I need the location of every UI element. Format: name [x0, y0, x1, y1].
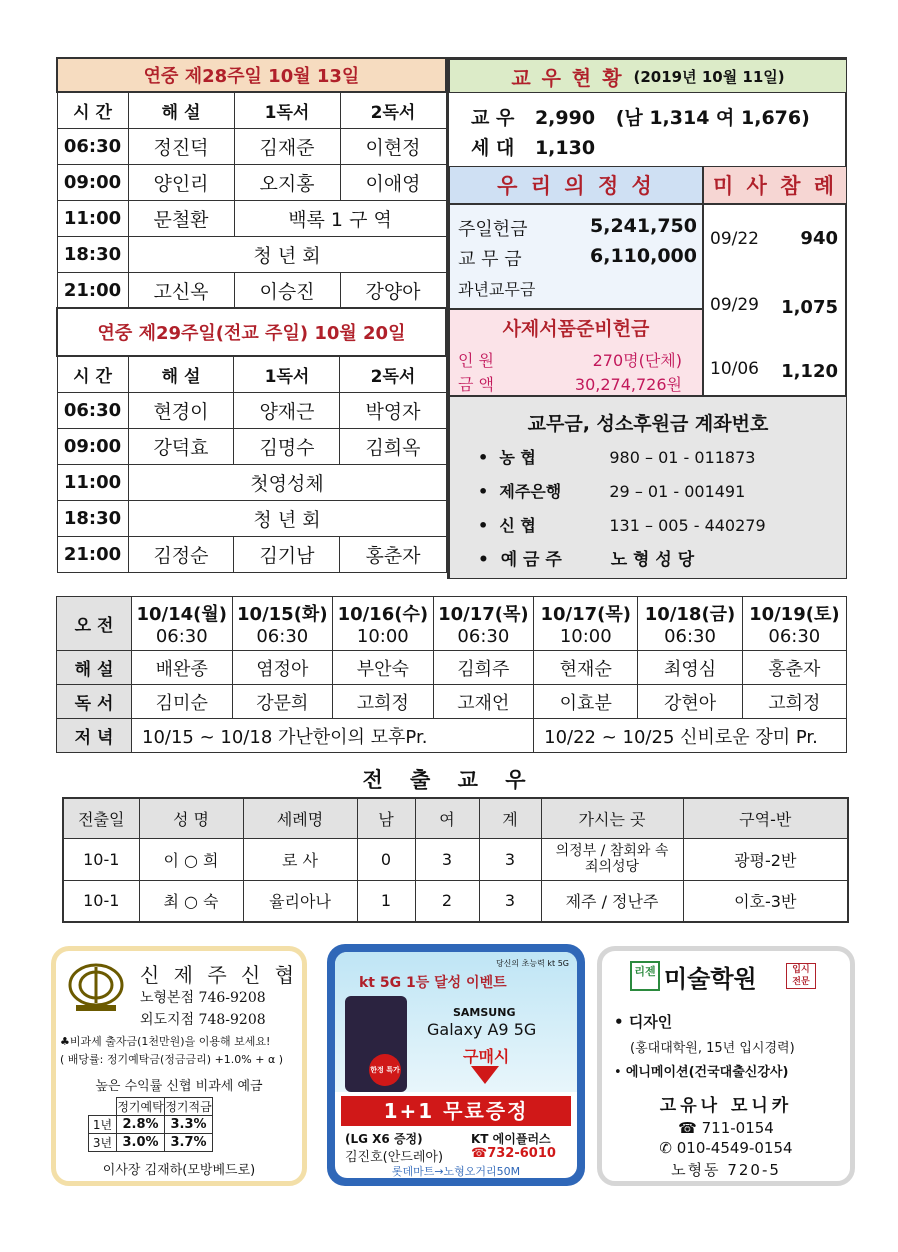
table-row: 06:30 정진덕 김재준 이현정: [57, 128, 446, 164]
parish-title: 교 우 현 황: [511, 65, 624, 90]
mass-header: 미 사 참 례: [703, 166, 847, 204]
ceo-line: 이사장 김재하(모방베드로): [102, 1163, 256, 1178]
table-row: 11:00 첫영성체: [57, 464, 446, 500]
account-row: • 신 협 131 – 005 - 440279: [478, 516, 766, 535]
parish-date: (2019년 10월 11일): [633, 67, 785, 86]
account-row: • 농 협 980 – 01 - 011873: [478, 448, 756, 467]
table-row: 10-1 최 ○ 숙 율리아나 1 2 3 제주 / 정난주 이호-3반: [63, 880, 848, 922]
table-row: 21:00 고신옥 이승진 강양아: [57, 272, 446, 308]
ad-kt: 당신의 초능력 kt 5G kt 5G 1등 달성 이벤트 SAMSUNG Galaxy A9 5G 구매시 한정 특가 1+1 무료증정 (LG X6 증정) KT 에이플러스 김진호(안드레아) ☎732-6010 롯데마트→노형오거리50M: [327, 944, 585, 1186]
offering-header: 우 리 의 정 성: [449, 166, 703, 204]
mass-body: 09/22 940 09/29 1,075 10/06 1,120: [703, 204, 847, 396]
account-row: • 제주은행 29 – 01 - 001491: [478, 482, 746, 501]
leaving-table: 전출일 성 명 세례명 남 여 계 가시는 곳 구역-반 10-1 이 ○ 희 로 사 0 3 3 의정부 / 참회와 속죄의성당 광평-2반 10-1 최 ○ 숙 율리아나 1 2 3 제주 / 정난주 이호-3반: [62, 797, 849, 923]
table-row: 09:00 강덕효 김명수 김희옥: [57, 428, 446, 464]
members-line: 교 우 2,990 (남 1,314 여 1,676): [471, 107, 810, 129]
parish-header: [449, 59, 847, 93]
kt-headline: kt 5G 1등 달성 이벤트: [359, 975, 507, 991]
rate-table: 정기예탁 정기적금 1년 2.8% 3.3% 3년 3.0% 3.7%: [88, 1097, 213, 1152]
academy-name: 미술학원: [664, 965, 757, 993]
hdr-reading2: 2독서: [340, 92, 446, 128]
hdr-reading2: 2독서: [340, 356, 446, 392]
commentary-label: 해 설: [57, 651, 132, 685]
evening-label: 저 녁: [57, 719, 132, 753]
table-row: 10-1 이 ○ 희 로 사 0 3 3 의정부 / 참회와 속죄의성당 광평-2반: [63, 838, 848, 880]
academy-logo: 리젠: [630, 961, 660, 991]
hdr-time: 시 간: [57, 92, 128, 128]
accounts-box: [449, 396, 847, 579]
am-label: 오 전: [57, 597, 132, 651]
hdr-reading1: 1독서: [234, 356, 340, 392]
promo-banner: 1+1 무료증정: [341, 1096, 571, 1126]
accounts-title: 교무금, 성소후원금 계좌번호: [527, 413, 769, 435]
ad-art-academy: 리젠 미술학원 입시 전문 • 디자인 (홍대대학원, 15년 입시경력) • 에니메이션(건국대출신강사) 고유나 모니카 ☎ 711-0154 ✆ 010-4549-0154 노형동 720-5: [597, 946, 855, 1186]
credit-union-logo: [68, 963, 124, 1015]
table-row: 06:30 현경이 양재근 박영자: [57, 392, 446, 428]
table-row: 11:00 문철환 백록 1 구 역: [57, 200, 446, 236]
special-badge: 한정 특가: [369, 1054, 401, 1086]
table-row: 09:00 양인리 오지홍 이애영: [57, 164, 446, 200]
right-panel: [447, 57, 847, 579]
leaving-title: 전 출 교 우: [362, 768, 536, 792]
weekday-table: 오 전 10/14(월) 06:30 10/15(화) 06:30 10/16(수) 10:00 10/17(목) 06:30 10/17(목) 10:00 10/18(금) 06:30 10/19(토) 06:30 해 설 배완종 염정아 부안숙 김희주 현재순 최영심 홍춘자 독 서 김미순 강문희 고희정 고재언 이효분 강현아 고희정 저 녁 10/15 ~ 10/18 가난한이의 모후Pr. 10/22 ~ 10/25 신비로운 장미 Pr.: [56, 596, 847, 753]
sunday28-table: [56, 57, 447, 309]
sunday29-table: [56, 307, 447, 573]
table-row: 18:30 청 년 회: [57, 236, 446, 272]
account-holder: • 예 금 주 노 형 성 당: [478, 550, 695, 570]
sunday29-title: 연중 제29주일(전교 주일) 10월 20일: [57, 308, 446, 356]
down-arrow-icon: [471, 1066, 499, 1084]
hdr-time: 시 간: [57, 356, 128, 392]
households-line: 세 대 1,130: [471, 137, 596, 159]
hdr-commentary: 해 설: [128, 92, 234, 128]
credit-union-name: 신 제 주 신 협: [140, 963, 299, 987]
hdr-reading1: 1독서: [234, 92, 340, 128]
ordination-box: 사제서품준비헌금 인 원 270명(단체) 금 액 30,274,726원: [449, 309, 703, 396]
hdr-commentary: 해 설: [128, 356, 234, 392]
ad-credit-union: 신 제 주 신 협 노형본점 746-9208 외도지점 748-9208 ♣비과세 출자금(1천만원)을 이용해 보세요! ( 배당률: 정기예탁금(정금금리) +1.0% + α ) 높은 수익률 신협 비과세 예금 정기예탁 정기적금 1년 2.8% 3.3% 3년 3.0% 3.7% 이사장 김재하(모방베드로): [51, 946, 307, 1186]
table-row: 21:00 김정순 김기남 홍춘자: [57, 536, 446, 572]
sunday28-title: 연중 제28주일 10월 13일: [57, 58, 446, 92]
table-row: 18:30 청 년 회: [57, 500, 446, 536]
reading-label: 독 서: [57, 685, 132, 719]
offering-body: 주일헌금 5,241,750 교 무 금 6,110,000 과년교무금: [449, 204, 703, 309]
